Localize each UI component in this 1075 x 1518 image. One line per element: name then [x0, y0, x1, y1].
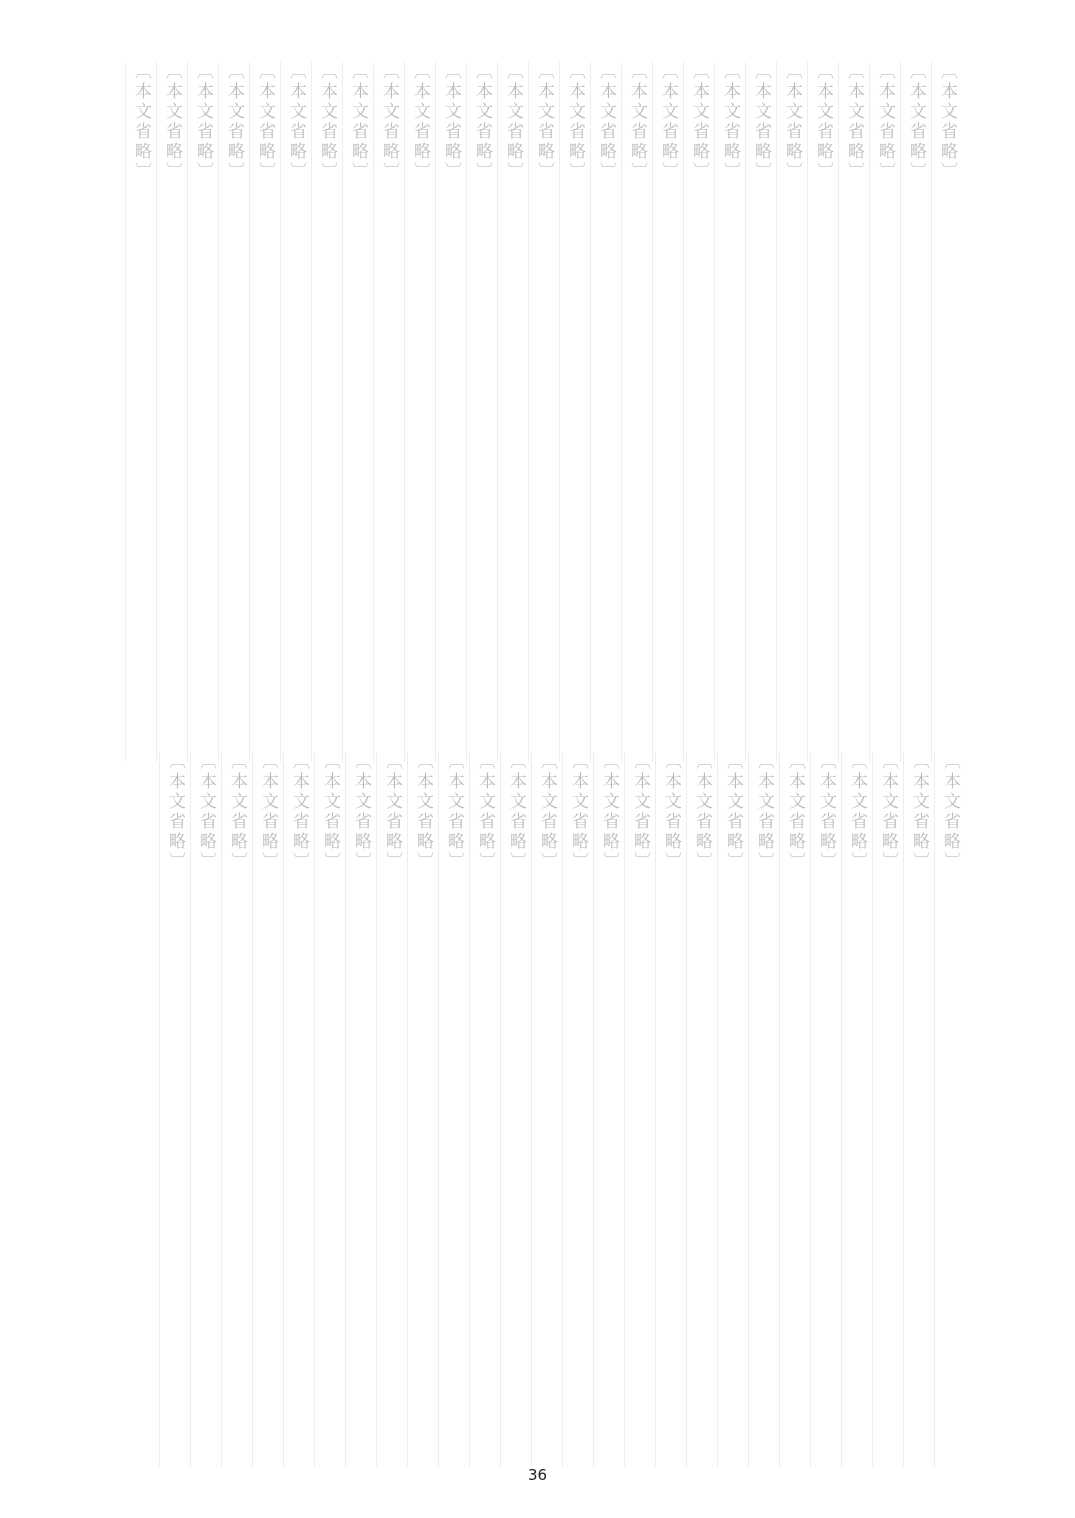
redacted-text-column: 〔本文省略〕 — [714, 62, 745, 762]
redacted-text-column: 〔本文省略〕 — [497, 62, 528, 762]
redacted-text-column: 〔本文省略〕 — [156, 62, 187, 762]
redacted-text-column: 〔本文省略〕 — [159, 752, 190, 1467]
redacted-text-column: 〔本文省略〕 — [407, 752, 438, 1467]
redacted-text-column: 〔本文省略〕 — [621, 62, 652, 762]
redacted-text-column: 〔本文省略〕 — [655, 752, 686, 1467]
redacted-text-column: 〔本文省略〕 — [283, 752, 314, 1467]
redacted-text-column: 〔本文省略〕 — [342, 62, 373, 762]
redacted-text-column: 〔本文省略〕 — [190, 752, 221, 1467]
redacted-text-column: 〔本文省略〕 — [838, 62, 869, 762]
redacted-text-column: 〔本文省略〕 — [252, 752, 283, 1467]
redacted-text-column: 〔本文省略〕 — [125, 62, 156, 762]
bottom-text-block — [159, 752, 965, 1467]
top-text-block — [125, 62, 962, 762]
redacted-text-column: 〔本文省略〕 — [187, 62, 218, 762]
redacted-text-column: 〔本文省略〕 — [280, 62, 311, 762]
redacted-text-column: 〔本文省略〕 — [590, 62, 621, 762]
redacted-text-column: 〔本文省略〕 — [779, 752, 810, 1467]
redacted-text-column: 〔本文省略〕 — [717, 752, 748, 1467]
redacted-text-column: 〔本文省略〕 — [807, 62, 838, 762]
redacted-text-column: 〔本文省略〕 — [872, 752, 903, 1467]
redacted-text-column: 〔本文省略〕 — [934, 752, 965, 1467]
redacted-text-column: 〔本文省略〕 — [311, 62, 342, 762]
redacted-text-column: 〔本文省略〕 — [466, 62, 497, 762]
redacted-text-column: 〔本文省略〕 — [469, 752, 500, 1467]
redacted-text-column: 〔本文省略〕 — [404, 62, 435, 762]
redacted-text-column: 〔本文省略〕 — [841, 752, 872, 1467]
redacted-text-column: 〔本文省略〕 — [686, 752, 717, 1467]
redacted-text-column: 〔本文省略〕 — [903, 752, 934, 1467]
redacted-text-column: 〔本文省略〕 — [373, 62, 404, 762]
redacted-text-column: 〔本文省略〕 — [931, 62, 962, 762]
redacted-text-column: 〔本文省略〕 — [683, 62, 714, 762]
redacted-text-column: 〔本文省略〕 — [528, 62, 559, 762]
redacted-text-column: 〔本文省略〕 — [559, 62, 590, 762]
redacted-text-column: 〔本文省略〕 — [900, 62, 931, 762]
redacted-text-column: 〔本文省略〕 — [249, 62, 280, 762]
redacted-text-column: 〔本文省略〕 — [218, 62, 249, 762]
redacted-text-column: 〔本文省略〕 — [531, 752, 562, 1467]
page-number: 36 — [527, 1466, 548, 1484]
redacted-text-column: 〔本文省略〕 — [562, 752, 593, 1467]
redacted-text-column: 〔本文省略〕 — [314, 752, 345, 1467]
redacted-text-column: 〔本文省略〕 — [652, 62, 683, 762]
redacted-text-column: 〔本文省略〕 — [345, 752, 376, 1467]
redacted-text-column: 〔本文省略〕 — [435, 62, 466, 762]
redacted-text-column: 〔本文省略〕 — [221, 752, 252, 1467]
redacted-text-column: 〔本文省略〕 — [624, 752, 655, 1467]
redacted-text-column: 〔本文省略〕 — [438, 752, 469, 1467]
redacted-text-column: 〔本文省略〕 — [500, 752, 531, 1467]
redacted-text-column: 〔本文省略〕 — [810, 752, 841, 1467]
redacted-text-column: 〔本文省略〕 — [745, 62, 776, 762]
redacted-text-column: 〔本文省略〕 — [748, 752, 779, 1467]
redacted-text-column: 〔本文省略〕 — [776, 62, 807, 762]
redacted-text-column: 〔本文省略〕 — [869, 62, 900, 762]
redacted-text-column: 〔本文省略〕 — [593, 752, 624, 1467]
redacted-text-column: 〔本文省略〕 — [376, 752, 407, 1467]
